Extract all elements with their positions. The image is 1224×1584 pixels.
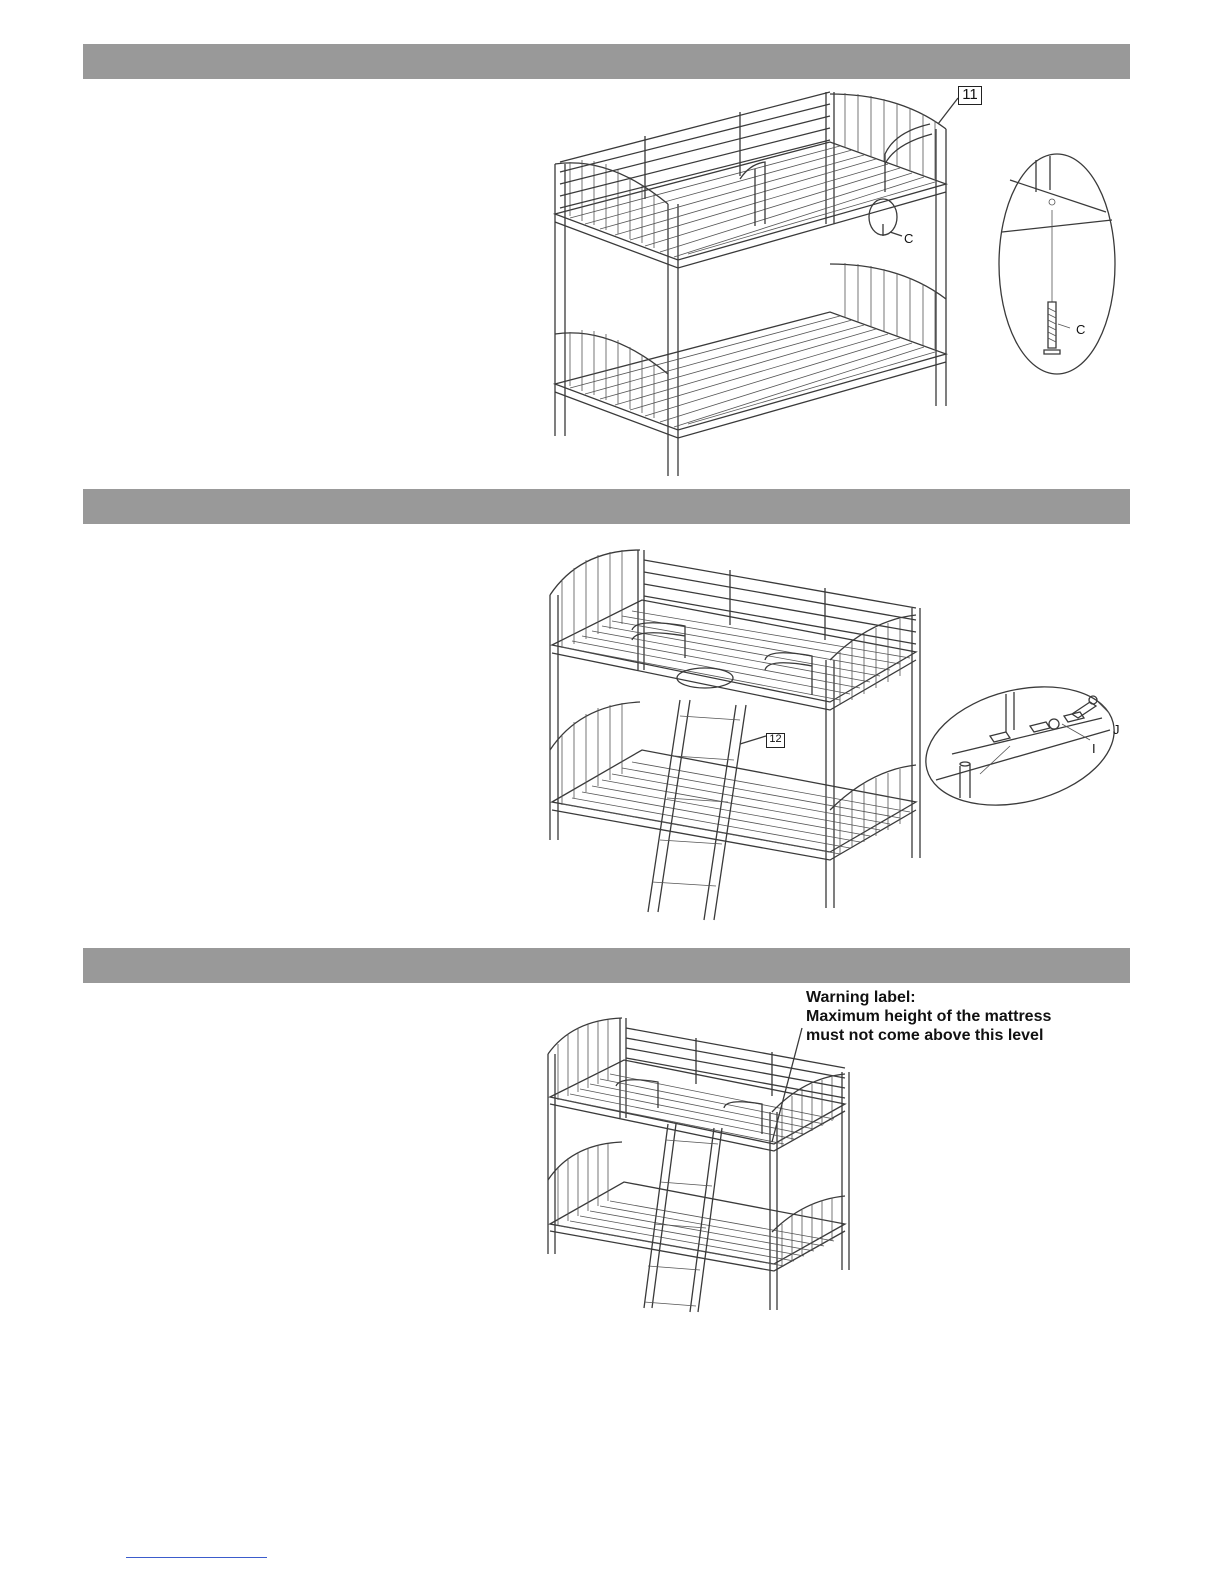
fixing-c-label: C xyxy=(904,231,914,246)
step-2-bunk-bed-ladder-illustration xyxy=(540,540,930,925)
warning-line-3: must not come above this level xyxy=(806,1027,1044,1044)
footer-link-underline[interactable] xyxy=(126,1557,267,1558)
part-number-12-label: 12 xyxy=(766,733,785,748)
step-1-bunk-bed-illustration xyxy=(540,84,960,484)
step-1-detail-zoom xyxy=(996,152,1120,376)
step-2-header-bar xyxy=(83,489,1130,524)
mattress-height-warning-label xyxy=(806,988,1051,1045)
detail-c-label: C xyxy=(1076,322,1086,337)
step-3-header-bar xyxy=(83,948,1130,983)
step-1-header-bar xyxy=(83,44,1130,79)
detail-j-label: J xyxy=(1113,722,1120,737)
warning-line-2: Maximum height of the mattress xyxy=(806,1008,1052,1025)
detail-i-label: I xyxy=(1092,741,1096,756)
warning-title: Warning label: xyxy=(806,989,916,1006)
step-3-finished-bunk-bed-illustration xyxy=(540,1012,860,1317)
part-number-11-label: 11 xyxy=(958,86,982,105)
